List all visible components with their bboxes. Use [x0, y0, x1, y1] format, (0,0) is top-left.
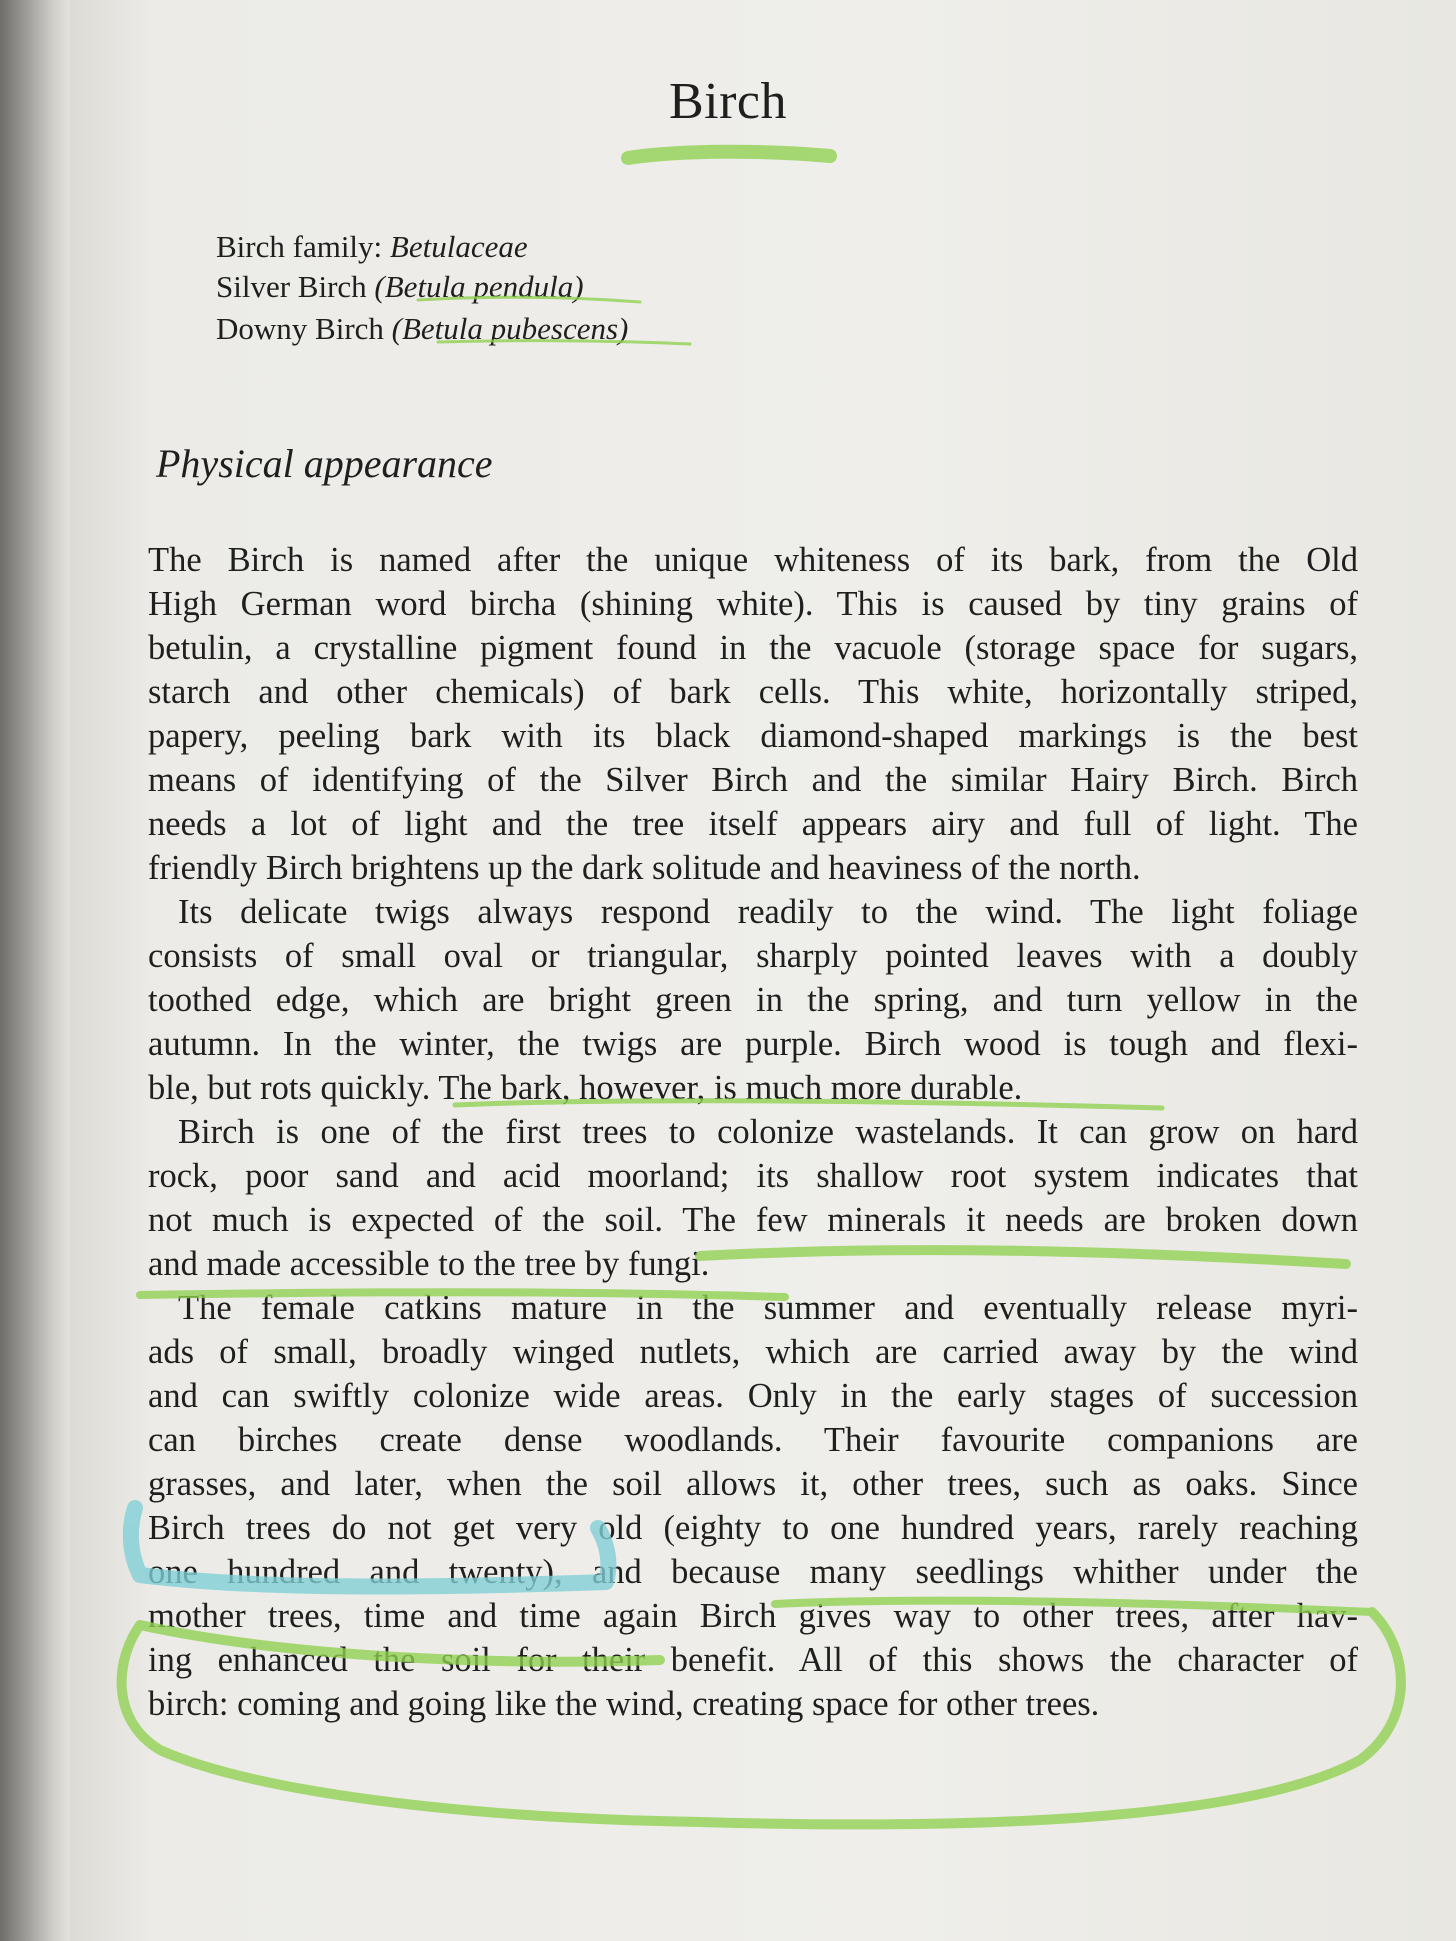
- body-line: High German word bircha (shining white). This is caused by tiny grains of: [148, 585, 1358, 623]
- body-line: birch: coming and going like the wind, creating space for other trees.: [148, 1685, 1100, 1723]
- body-line: Its delicate twigs always respond readily to the wind. The light foliage: [178, 893, 1358, 931]
- taxon-silver-latin: (Betula pendula): [374, 269, 584, 304]
- body-line: ing enhanced the soil for their benefit. All of this shows the character of: [148, 1641, 1358, 1679]
- body-line: ble, but rots quickly. The bark, however, is much more durable.: [148, 1069, 1023, 1107]
- body-line: ads of small, broadly winged nutlets, which are carried away by the wind: [148, 1333, 1358, 1371]
- body-line: needs a lot of light and the tree itself appears airy and full of light. The: [148, 805, 1358, 843]
- taxon-downy-label: Downy Birch: [216, 311, 392, 346]
- taxon-family-label: Birch family:: [216, 229, 390, 264]
- body-line: one hundred and twenty), and because many seedlings whither under the: [148, 1553, 1358, 1591]
- body-line: mother trees, time and time again Birch gives way to other trees, after hav-: [148, 1597, 1358, 1635]
- taxon-family-latin: Betulaceae: [389, 229, 528, 264]
- body-line: toothed edge, which are bright green in the spring, and turn yellow in the: [148, 981, 1358, 1019]
- body-line: The female catkins mature in the summer and eventually release myri-: [178, 1289, 1358, 1327]
- book-gutter: [0, 0, 70, 1941]
- body-line: and made accessible to the tree by fungi.: [148, 1245, 710, 1283]
- taxon-downy-latin: (Betula pubescens): [391, 311, 629, 346]
- taxon-silver-birch: [216, 268, 584, 306]
- body-line: autumn. In the winter, the twigs are purple. Birch wood is tough and flexi-: [148, 1025, 1358, 1063]
- page-title: Birch: [668, 73, 788, 130]
- taxon-silver-label: Silver Birch: [216, 269, 375, 304]
- body-line: consists of small oval or triangular, sharply pointed leaves with a doubly: [148, 937, 1358, 975]
- body-line: rock, poor sand and acid moorland; its shallow root system indicates that: [148, 1157, 1358, 1195]
- body-line: friendly Birch brightens up the dark solitude and heaviness of the north.: [148, 849, 1141, 887]
- body-line: Birch trees do not get very old (eighty to one hundred years, rarely reaching: [148, 1509, 1358, 1547]
- body-line: means of identifying of the Silver Birch and the similar Hairy Birch. Birch: [148, 761, 1358, 799]
- body-line: can birches create dense woodlands. Their favourite companions are: [148, 1421, 1358, 1459]
- body-line: not much is expected of the soil. The few minerals it needs are broken down: [148, 1201, 1358, 1239]
- body-line: betulin, a crystalline pigment found in the vacuole (storage space for sugars,: [148, 629, 1358, 667]
- body-line: The Birch is named after the unique whiteness of its bark, from the Old: [148, 541, 1358, 579]
- section-heading: Physical appearance: [156, 441, 493, 486]
- body-line: papery, peeling bark with its black diamond-shaped markings is the best: [148, 717, 1358, 755]
- body-line: Birch is one of the first trees to colonize wastelands. It can grow on hard: [178, 1113, 1358, 1151]
- taxon-family: [216, 228, 528, 266]
- taxon-downy-birch: [216, 310, 628, 348]
- body-line: grasses, and later, when the soil allows it, other trees, such as oaks. Since: [148, 1465, 1358, 1503]
- body-line: starch and other chemicals) of bark cells. This white, horizontally striped,: [148, 673, 1358, 711]
- body-line: and can swiftly colonize wide areas. Only in the early stages of succession: [148, 1377, 1358, 1415]
